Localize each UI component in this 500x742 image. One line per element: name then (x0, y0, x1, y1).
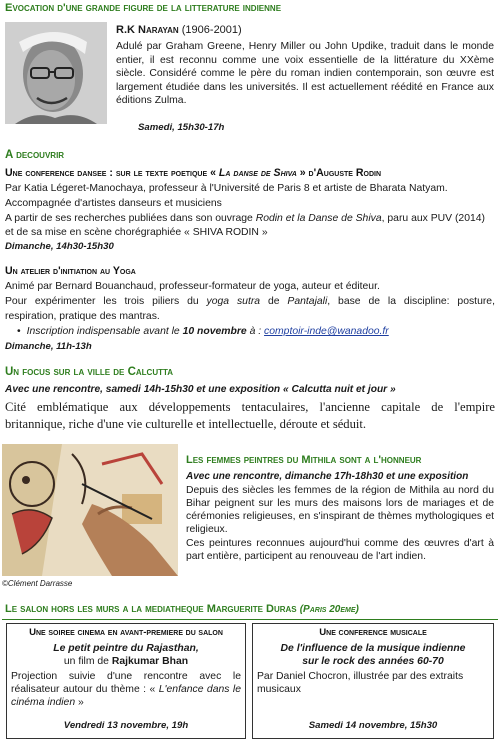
music-box (252, 623, 494, 739)
music-topic-line-1: De l'influence de la musique indienne (280, 643, 466, 654)
conference-title: Une conference dansee : sur le texte poetique « La danse de Shiva » d'Auguste Rodin (5, 167, 382, 179)
music-topic-line-2: sur le rock des années 60-70 (302, 656, 444, 667)
author-years: (1906-2001) (181, 24, 242, 36)
yoga-line-2: Pour expérimenter les trois piliers du yoga sutra de Pantajali, base de la discipline: posture, (5, 296, 495, 307)
conference-line-2: Accompagnée d'artistes danseurs et musiciens (5, 198, 222, 209)
yoga-line-3: respiration, pratique des mantras. (5, 311, 160, 322)
yoga-email-link[interactable]: comptoir-inde@wanadoo.fr (264, 326, 389, 337)
music-heading: Une conference musicale (319, 627, 427, 638)
yoga-title: Un atelier d'initiation au Yoga (5, 265, 136, 277)
evocation-date: Samedi, 15h30-17h (138, 122, 225, 133)
narayan-portrait (5, 22, 107, 124)
evocation-body: Adulé par Graham Greene, Henry Miller ou John Updike, traduit dans le monde entier, il est reconnu comme une voix essentielle de la littérature du XXème siècle. Considéré comme le père du roman indien contemporain, son œuvre est largement étudiée dans les universités. Il est actuellement réédité en France aux éditions Zulma. (116, 41, 494, 107)
decouvrir-title: A decouvrir (5, 149, 65, 161)
music-description: Par Daniel Chocron, illustrée par des extraits musicaux (257, 671, 464, 695)
cinema-box (6, 623, 246, 739)
conference-line-3: A partir de ses recherches publiées dans son ouvrage Rodin et la Danse de Shiva, paru aux PUV (2014) (5, 213, 485, 224)
photo-credit: ©Clément Darrasse (2, 579, 73, 588)
author-name: R.K Narayan (116, 24, 179, 36)
mithila-body-1: Depuis des siècles les femmes de la région de Mithila au nord du Bihar peignent sur les murs des maisons lors de mariages et de cérémonies religieuses, en s'inspirant de thèmes mythologiques et religieux. (186, 485, 494, 535)
yoga-registration-note: • Inscription indispensable avant le 10 novembre à : comptoir-inde@wanadoo.fr (17, 326, 389, 337)
yoga-line-1: Animé par Bernard Bouanchaud, professeur-formateur de yoga, auteur et éditeur. (5, 281, 380, 292)
cinema-date: Vendredi 13 novembre, 19h (63, 720, 189, 731)
mithila-subtitle: Avec une rencontre, dimanche 17h-18h30 et une exposition (186, 471, 469, 482)
conference-date: Dimanche, 14h30-15h30 (5, 241, 114, 252)
conference-line-1: Par Katia Légeret-Manochaya, professeur à l'Université de Paris 8 et artiste de Bharata Natyam. (5, 183, 448, 194)
yoga-date: Dimanche, 11h-13h (5, 341, 92, 352)
mithila-painting-photo (2, 444, 178, 576)
calcutta-subtitle: Avec une rencontre, samedi 14h-15h30 et une exposition « Calcutta nuit et jour » (5, 384, 396, 395)
salon-title: Le salon hors les murs a la mediatheque Marguerite Duras (Paris 20eme) (5, 603, 359, 615)
mithila-title: Les femmes peintres du Mithila sont a l'honneur (186, 454, 422, 466)
salon-divider (2, 619, 498, 620)
cinema-director: un film de Rajkumar Bhan (63, 656, 189, 667)
cinema-film-title: Le petit peintre du Rajasthan, (53, 643, 199, 654)
cinema-description: Projection suivie d'une rencontre avec le réalisateur autour du thème : « L'enfance dans le cinéma indien » (11, 671, 241, 708)
cinema-heading: Une soiree cinema en avant-premiere du salon (29, 627, 223, 638)
conference-line-4: et de sa mise en scène chorégraphiée « SHIVA RODIN » (5, 227, 268, 238)
mithila-body-2: Ces peintures reconnues aujourd'hui comme des œuvres d'art à part entière, participent au renouveau de l'art indien. (186, 538, 494, 562)
music-date: Samedi 14 novembre, 15h30 (308, 720, 438, 731)
evocation-title: Evocation d'une grande figure de la litterature indienne (5, 2, 282, 14)
calcutta-body: Cité emblématique aux développements tentaculaires, l'ancienne capitale de l'empire britannique, riche d'une vie culturelle et intellectuelle, déroute et séduit. (5, 400, 495, 431)
calcutta-title: Un focus sur la ville de Calcutta (5, 366, 174, 378)
